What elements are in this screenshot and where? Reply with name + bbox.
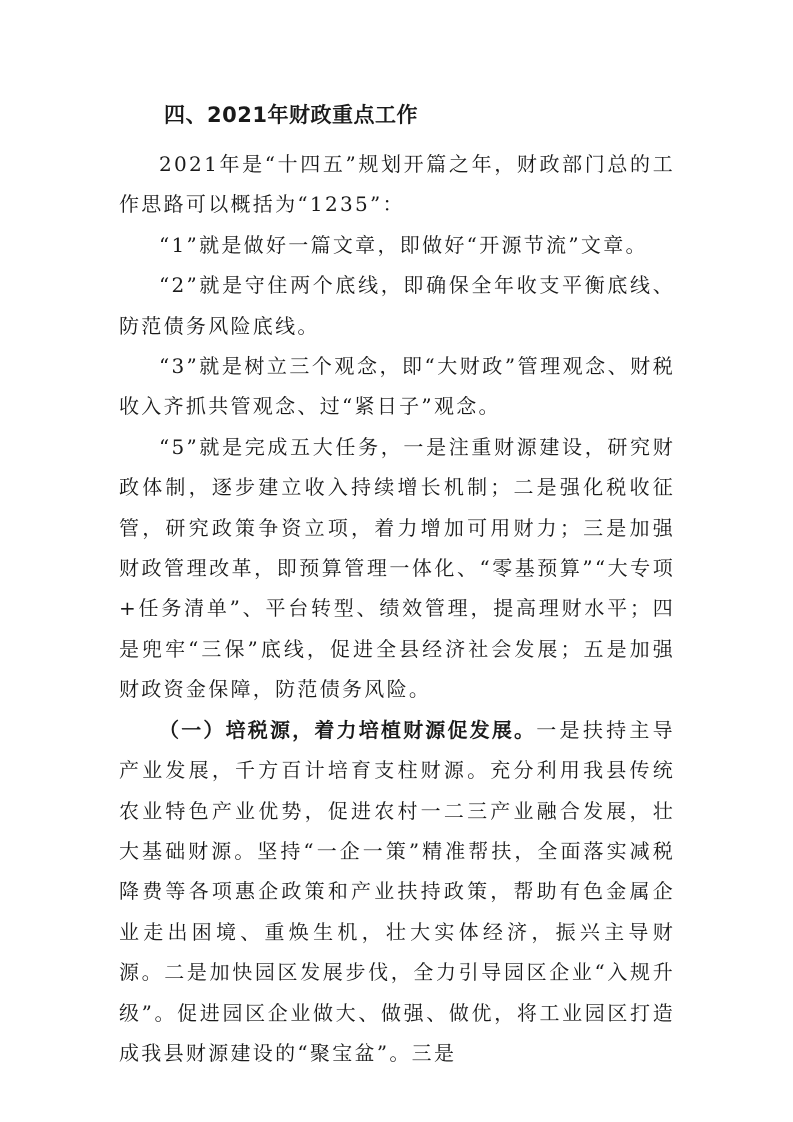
section-1-lead: （一）培税源，着力培植财源促发展。 (159, 717, 537, 742)
paragraph-point-1: “1”就是做好一篇文章，即做好“开源节流”文章。 (159, 232, 648, 257)
section-heading: 四、2021年财政重点工作 (164, 103, 418, 127)
paragraph-section-1 (119, 710, 675, 1074)
section-1-body: 一是扶持主导产业发展，千方百计培育支柱财源。充分利用我县传统农业特色产业优势，促进农村一二三产业融合发展，壮大基础财源。坚持“一企一策”精准帮扶，全面落实减税降费等各项惠企政策和产业扶持政策，帮助有色金属企业走出困境、重焕生机，壮大实体经济，振兴主导财源。二是加快园区发展步伐，全力引导园区企业“入规升级”。促进园区企业做大、做强、做优，将工业园区打造成我县财源建设的“聚宝盆”。三是 (119, 717, 675, 1065)
document-body (119, 102, 675, 1073)
paragraph-intro: 2021年是“十四五”规划开篇之年，财政部门总的工作思路可以概括为“1235”： (119, 152, 675, 217)
paragraph-point-2: “2”就是守住两个底线，即确保全年收支平衡底线、防范债务风险底线。 (119, 273, 675, 338)
paragraph-point-5: “5”就是完成五大任务，一是注重财源建设，研究财政体制，逐步建立收入持续增长机制；二是强化税收征管，研究政策争资立项，着力增加可用财力；三是加强财政管理改革，即预算管理一体化、“零基预算”“大专项+任务清单”、平台转型、绩效管理，提高理财水平；四是兜牢“三保”底线，促进全县经济社会发展；五是加强财政资金保障，防范债务风险。 (119, 434, 675, 702)
paragraph-point-3: “3”就是树立三个观念，即“大财政”管理观念、财税收入齐抓共管观念、过“紧日子”观念。 (119, 354, 675, 419)
